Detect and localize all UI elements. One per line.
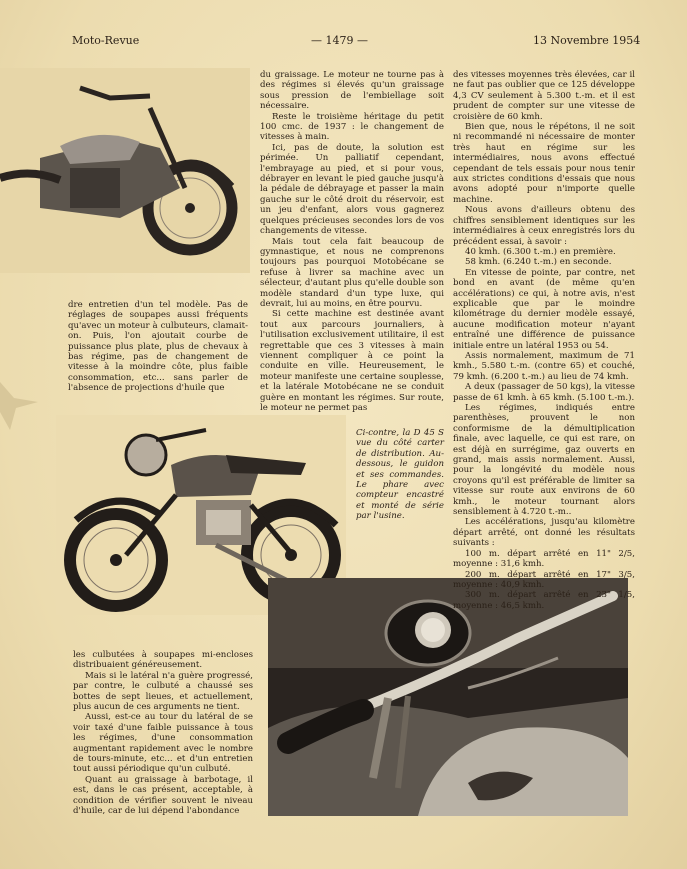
- paragraph: 58 kmh. (6.240 t.-m.) en seconde.: [465, 257, 612, 268]
- paragraph: dre entretien d'un tel modèle. Pas de réglages de soupapes aussi fréquents qu'avec un moteur à culbuteurs, clamait-on. Puis, l'on ajoutait courbe de puissance plus plate, plus de chevaux à bas régime, pas de changement de vitesse à la moindre côte, plus faible consommation, etc... sans parler de l'absence de projections d'huile que: [68, 300, 248, 394]
- paragraph: Mais tout cela fait beaucoup de gymnastique, et nous ne comprenons toujours pas pourquoi Motobécane se refuse à livrer sa machine avec un sélecteur, d'autant plus qu'elle double son modèle standard d'un type luxe, qui devrait, lui au moins, en être pourvu.: [260, 236, 444, 309]
- paragraph: Nous avons d'ailleurs obtenu des chiffres sensiblement identiques sur les intermédiaires à ceux enregistrés lors du précédent essai, à savoir :: [453, 205, 635, 247]
- paragraph: En vitesse de pointe, par contre, net bond en avant (de même qu'en accélérations) ce qui, à notre avis, n'est explicable que par le moindre kilométrage du dernier modèle essayé, aucune modification moteur n'ayant entraîné une différence de puissance initiale entre un latéral 1953 ou 54.: [453, 267, 635, 351]
- paragraph: A deux (passager de 50 kgs), la vitesse passe de 61 kmh. à 65 kmh. (5.100 t.-m.).: [453, 382, 635, 403]
- page-number: — 1479 —: [311, 34, 368, 47]
- paragraph: des vitesses moyennes très élevées, car il ne faut pas oublier que ce 125 développe 4,3 CV seulement à 5.300 t.-m. et il est prudent de compter sur une vitesse de croisière de 60 kmh.: [453, 70, 635, 122]
- paragraph: Bien que, nous le répétons, il ne soit ni recommandé ni nécessaire de monter très haut en régime sur les intermédiaires, nous avons effectué cependant de tels essais pour nous tenir aux strictes conditions d'essais que nous avons adopté pour n'importe quelle machine.: [453, 122, 635, 205]
- paragraph: Reste le troisième héritage du petit 100 cmc. de 1937 : le changement de vitesses à main.: [260, 111, 444, 143]
- text-column-3: [453, 70, 635, 611]
- paragraph: du graissage. Le moteur ne tourne pas à des régimes si élevés qu'un graissage sous pression de l'embiellage soit nécessaire.: [260, 70, 444, 112]
- paragraph: Si cette machine est destinée avant tout aux parcours journaliers, à l'utilisation exclusivement utilitaire, il est regrettable que ces 3 vitesses à main viennent compliquer à ce point la conduite en ville. Heureusement, le moteur manifeste une certaine souplesse, et la latérale Motobécane ne se conduit guère en montant les régimes. Sur route, le moteur ne permet pas: [260, 309, 444, 413]
- motorcycle-photo-side: [0, 68, 250, 273]
- paragraph: Quant au graissage à barbotage, il est, dans le cas présent, acceptable, à condition de vérifier souvent le niveau d'huile, car de lui dépend l'abondance: [73, 774, 253, 817]
- paragraph: Les accélérations, jusqu'au kilomètre départ arrêté, ont donné les résultats suivants :: [453, 517, 635, 549]
- paragraph: Aussi, est-ce au tour du latéral de se voir taxé d'une faible puissance à tous les régimes, d'une consommation augmentant rapidement avec le nombre de tours-minute, etc... et d'un entretien tout aussi périodique qu'un culbuté.: [73, 712, 253, 775]
- text-column-1: [68, 300, 248, 394]
- photo-caption: Ci-contre, la D 45 S vue du côté carter de distribution. Au-dessous, le guidon et ses commandes. Le phare avec compteur encastré et monté de série par l'usine.: [356, 428, 444, 522]
- star-ornament-icon: [0, 372, 40, 432]
- handlebar-controls-photo: [268, 578, 628, 816]
- paragraph: 100 m. départ arrêté en 11" 2/5, moyenne : 31,6 kmh.: [453, 548, 635, 570]
- paragraph: les culbutées à soupapes mi-encloses distribuaient généreusement.: [73, 650, 253, 671]
- paragraph: Assis normalement, maximum de 71 kmh., 5.580 t.-m. (contre 65) et couché, 79 kmh. (6.200 t.-m.) au lieu de 74 kmh.: [453, 350, 635, 382]
- paragraph: Les régimes, indiqués entre parenthèses, prouvent le non conformisme de la démultiplication finale, avec laquelle, ce qui est rare, on est déjà en surrégime, gaz ouverts en grand, mais assis normalement. Aussi, pour la longévité du modèle nous croyons qu'il est préférable de limiter sa vitesse sur route aux environs de 60 kmh., le moteur tournant alors sensiblement à 4.720 t.-m..: [453, 403, 635, 518]
- issue-date: 13 Novembre 1954: [533, 34, 641, 47]
- text-column-2: [260, 70, 444, 413]
- paragraph: Mais si le latéral n'a guère progressé, par contre, le culbuté a chaussé ses bottes de sept lieues, et actuellement, plus aucun de ces arguments ne tient.: [73, 670, 253, 713]
- paragraph: 40 kmh. (6.300 t.-m.) en première.: [465, 246, 616, 257]
- paragraph: 200 m. départ arrêté en 17" 3/5, moyenne : 40,9 kmh.: [453, 569, 635, 590]
- magazine-name: Moto-Revue: [72, 34, 140, 47]
- paragraph: Ici, pas de doute, la solution est périmée. Un palliatif cependant, l'embrayage au pied, et si pour vous, débrayer en levant le pied gauche jusqu'à la pédale de débrayage et passer la main gauche sur le côté droit du réservoir, est un jeu d'enfant, alors vous gagnerez quelques précieuses secondes lors de vos changements de vitesse.: [260, 142, 444, 237]
- paragraph: 300 m. départ arrêté en 23" 1/5, moyenne : 46,5 kmh.: [453, 590, 635, 611]
- text-column-4: [73, 650, 253, 817]
